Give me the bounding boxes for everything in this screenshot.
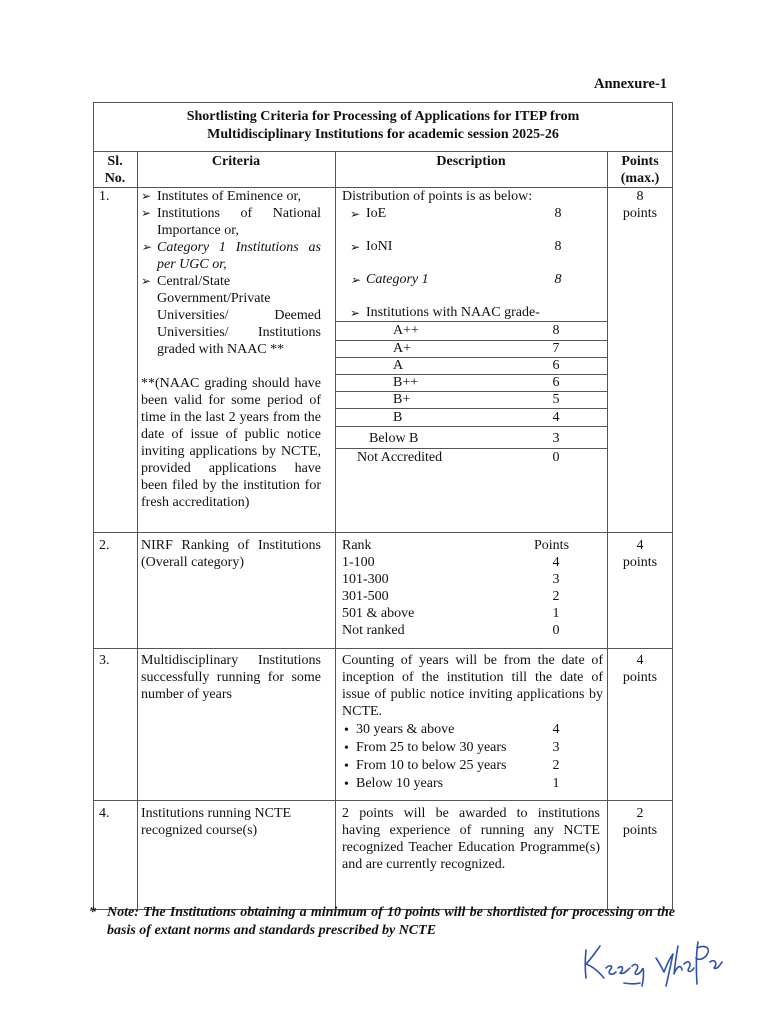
rank-label: 501 & above: [342, 606, 415, 621]
row2-points-num: 4: [636, 538, 644, 553]
row1-desc-item: [350, 304, 600, 321]
title-line-2: Multidisciplinary Institutions for academic session 2025-26: [207, 127, 559, 142]
rule-naac: [335, 426, 607, 427]
row1-criteria-item: ➢ Central/State Government/Private Universities/ Deemed Universities/ Institutions graded with NAAC **: [141, 273, 321, 358]
row1-desc-label: ➢ Institutions with NAAC grade-: [350, 305, 540, 320]
naac-points: 4: [552, 410, 560, 425]
naac-points: 8: [552, 323, 560, 338]
row1-desc-points: 8: [554, 206, 562, 221]
row3-item-label: • Below 10 years: [342, 776, 443, 791]
table-title: [93, 108, 673, 144]
row3-points: [607, 652, 673, 686]
naac-grade: B++: [393, 375, 419, 390]
row4-points-num: 2: [636, 806, 644, 821]
naac-grade: A++: [393, 323, 419, 338]
naac-points: 3: [552, 431, 560, 446]
rank-points: 3: [552, 572, 560, 587]
rule-row1-bottom: [93, 532, 673, 533]
row2-points-word: points: [622, 555, 658, 570]
row1-criteria-item: ➢ Category 1 Institutions as per UGC or,: [141, 239, 321, 273]
row4-sl: 4.: [99, 806, 110, 821]
row1-points-word: points: [622, 206, 658, 221]
row4-desc: 2 points will be awarded to institutions having experience of running any NCTE recognized Teacher Education Programme(s) and are currently recognized.: [342, 806, 600, 872]
rule-naac: [335, 357, 607, 358]
row4-points-word: points: [622, 823, 658, 838]
row1-desc-points: 8: [554, 272, 562, 287]
row1-points: [607, 188, 673, 222]
naac-grade: A+: [393, 341, 412, 356]
row4-points: [607, 805, 673, 839]
row1-criteria: [141, 188, 321, 511]
row3-item: [342, 721, 604, 738]
row3-item-label: • From 10 to below 25 years: [342, 758, 506, 773]
row2-rank-header: [342, 537, 604, 554]
rule-naac: [335, 340, 607, 341]
row1-points-num: 8: [636, 189, 644, 204]
row1-criteria-item: ➢ Institutes of Eminence or,: [141, 188, 321, 205]
row1-desc-label: ➢ Category 1: [350, 272, 429, 287]
signature: [578, 928, 738, 990]
row3-item: [342, 775, 604, 792]
rank-points: 2: [552, 589, 560, 604]
rule-title-bottom: [93, 151, 673, 152]
header-points-line1: Points: [621, 154, 659, 169]
rank-row: [342, 605, 604, 622]
rank-points: 0: [552, 623, 560, 638]
rank-row: [342, 571, 604, 588]
row1-desc-item: [350, 238, 562, 255]
annexure-label: Annexure-1: [594, 76, 668, 92]
row1-criteria-item: ➢ Institutions of National Importance or,: [141, 205, 321, 239]
naac-points: 0: [552, 450, 560, 465]
row3-item-label: • 30 years & above: [342, 722, 454, 737]
rule-naac: [335, 391, 607, 392]
header-criteria: Criteria: [211, 154, 261, 169]
rank-header: Rank: [342, 538, 372, 553]
naac-points: 5: [552, 392, 560, 407]
row3-item-points: 4: [552, 722, 560, 737]
rank-row: [342, 622, 604, 639]
header-sl-line1: Sl.: [107, 154, 123, 169]
header-description: Description: [436, 154, 506, 169]
title-line-1: Shortlisting Criteria for Processing of Applications for ITEP from: [186, 109, 580, 124]
footnote-text: Note: The Institutions obtaining a minimum of 10 points will be shortlisted for processing on the basis of extant norms and standards prescribed by NCTE: [107, 905, 675, 938]
rule-col-2: [335, 151, 336, 910]
rank-row: [342, 588, 604, 605]
naac-grade: Not Accredited: [357, 450, 443, 465]
row3-points-word: points: [622, 670, 658, 685]
naac-grade: B+: [393, 392, 411, 407]
header-sl: [93, 153, 137, 187]
header-points: [607, 153, 673, 187]
footnote-star: *: [89, 905, 96, 920]
row3-item: [342, 757, 604, 774]
rule-row3-bottom: [93, 800, 673, 801]
row3-item-label: • From 25 to below 30 years: [342, 740, 506, 755]
row3-sl: 3.: [99, 653, 110, 668]
row3-criteria: Multidisciplinary Institutions successfully running for some number of years: [141, 653, 321, 702]
row1-desc-label: ➢ IoNI: [350, 239, 392, 254]
rank-label: 1-100: [342, 555, 375, 570]
rule-col-3: [607, 151, 608, 910]
row1-desc-item: [350, 271, 562, 288]
row3-item: [342, 739, 604, 756]
rank-points-header: Points: [534, 538, 570, 553]
row2-points: [607, 537, 673, 571]
naac-grade: Below B: [369, 431, 419, 446]
row3-item-points: 1: [552, 776, 560, 791]
row3-desc: Counting of years will be from the date of inception of the institution till the date of issue of public notice inviting applications by NCTE.: [342, 653, 603, 719]
row1-sl: 1.: [99, 189, 110, 204]
row2-criteria: NIRF Ranking of Institutions (Overall category): [141, 538, 321, 570]
row1-desc-label: ➢ IoE: [350, 206, 386, 221]
rule-row2-bottom: [93, 648, 673, 649]
rank-label: 101-300: [342, 572, 389, 587]
row4-criteria: Institutions running NCTE recognized course(s): [141, 806, 292, 838]
naac-points: 6: [552, 375, 560, 390]
rank-label: Not ranked: [342, 623, 405, 638]
rank-points: 4: [552, 555, 560, 570]
row3-item-points: 2: [552, 758, 560, 773]
naac-grade: A: [393, 358, 404, 373]
row1-desc-item: [350, 205, 562, 222]
row1-naac-note: **(NAAC grading should have been valid for some period of time in the last 2 years from the date of issue of public notice inviting applications by NCTE, provided applications have been filed by the institution for fresh accreditation): [141, 376, 321, 510]
rank-row: [342, 554, 604, 571]
row3-points-num: 4: [636, 653, 644, 668]
rank-points: 1: [552, 606, 560, 621]
rule-naac: [335, 408, 607, 409]
rank-label: 301-500: [342, 589, 389, 604]
naac-grade: B: [393, 410, 403, 425]
row3-item-points: 3: [552, 740, 560, 755]
rule-naac-top: [335, 321, 607, 322]
naac-points: 6: [552, 358, 560, 373]
header-sl-line2: No.: [104, 171, 126, 186]
rule-naac: [335, 374, 607, 375]
rule-col-1: [137, 151, 138, 910]
header-points-line2: (max.): [620, 171, 660, 186]
row2-sl: 2.: [99, 538, 110, 553]
naac-points: 7: [552, 341, 560, 356]
row1-desc-points: 8: [554, 239, 562, 254]
row1-desc-intro: Distribution of points is as below:: [342, 189, 533, 204]
